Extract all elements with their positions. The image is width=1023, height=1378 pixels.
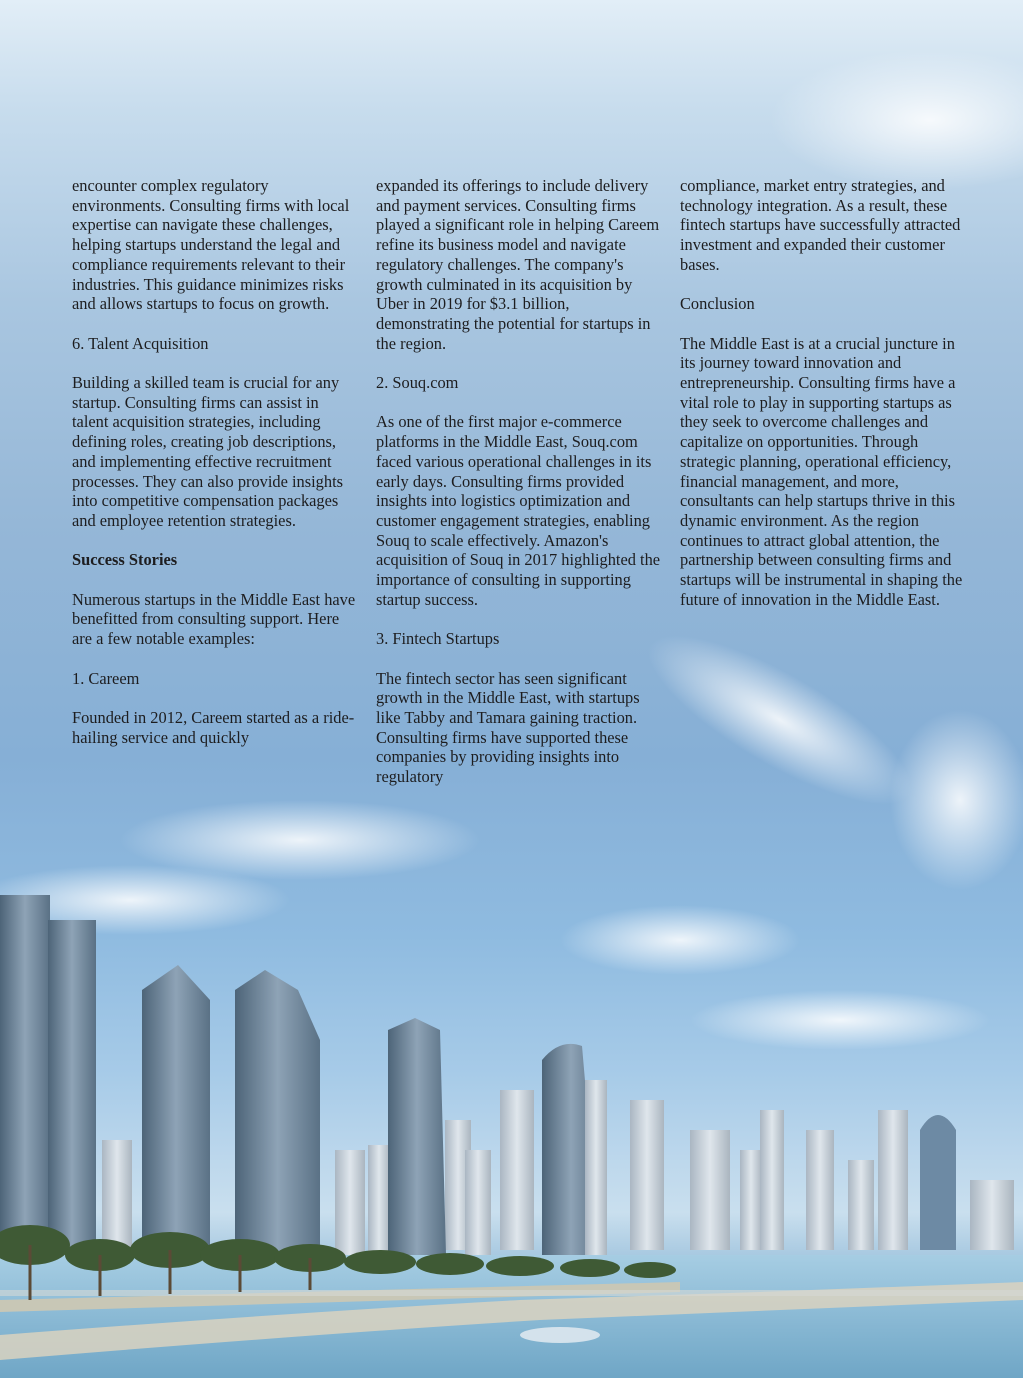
paragraph: The Middle East is at a crucial juncture in its journey toward innovation and entrepreneurship. Consulting firms have a vital role to play in supporting startups as they seek to overcome challenges and capitalize on opportunities. Through strategic planning, operational efficiency, financial management, and more, consultants can help startups thrive in this dynamic environment. As the region continues to attract global attention, the partnership between consulting firms and startups will be instrumental in shaping the future of innovation in the Middle East.	[680, 333, 963, 609]
section-heading: Conclusion	[680, 294, 755, 314]
paragraph: As one of the first major e-commerce platforms in the Middle East, Souq.com faced various operational challenges in its early days. Consulting firms provided insights into logistics optimization and customer engagement strategies, enabling Souq to scale effectively. Amazon's acquisition of Souq in 2017 highlighted the importance of consulting in supporting startup success.	[376, 412, 661, 609]
subheading: 1. Careem	[72, 668, 140, 688]
text-column-3	[680, 176, 965, 629]
subheading: 3. Fintech Startups	[376, 629, 500, 649]
section-heading: 6. Talent Acquisition	[72, 333, 209, 353]
subheading: 2. Souq.com	[376, 373, 459, 393]
paragraph: Numerous startups in the Middle East have benefitted from consulting support. Here are a few notable examples:	[72, 589, 356, 649]
paragraph: encounter complex regulatory environments. Consulting firms with local expertise can navigate these challenges, helping startups understand the legal and compliance requirements relevant to their industries. This guidance minimizes risks and allows startups to focus on growth.	[72, 176, 350, 314]
paragraph: Founded in 2012, Careem started as a ride-hailing service and quickly	[72, 707, 355, 747]
paragraph: Building a skilled team is crucial for any startup. Consulting firms can assist in talent acquisition strategies, including defining roles, creating job descriptions, and implementing effective recruitment processes. They can also provide insights into competitive compensation packages and employee retention strategies.	[72, 373, 343, 530]
text-column-2	[376, 176, 661, 806]
text-column-1	[72, 176, 357, 767]
paragraph: The fintech sector has seen significant growth in the Middle East, with startups like Tabby and Tamara gaining traction. Consulting firms have supported these companies by providing insights into regulatory	[376, 668, 640, 787]
paragraph: compliance, market entry strategies, and technology integration. As a result, these fintech startups have successfully attracted investment and expanded their customer bases.	[680, 176, 961, 274]
paragraph: expanded its offerings to include delivery and payment services. Consulting firms played a significant role in helping Careem refine its business model and navigate regulatory challenges. The company's growth culminated in its acquisition by Uber in 2019 for $3.1 billion, demonstrating the potential for startups in the region.	[376, 176, 660, 353]
section-heading-bold: Success Stories	[72, 550, 178, 570]
